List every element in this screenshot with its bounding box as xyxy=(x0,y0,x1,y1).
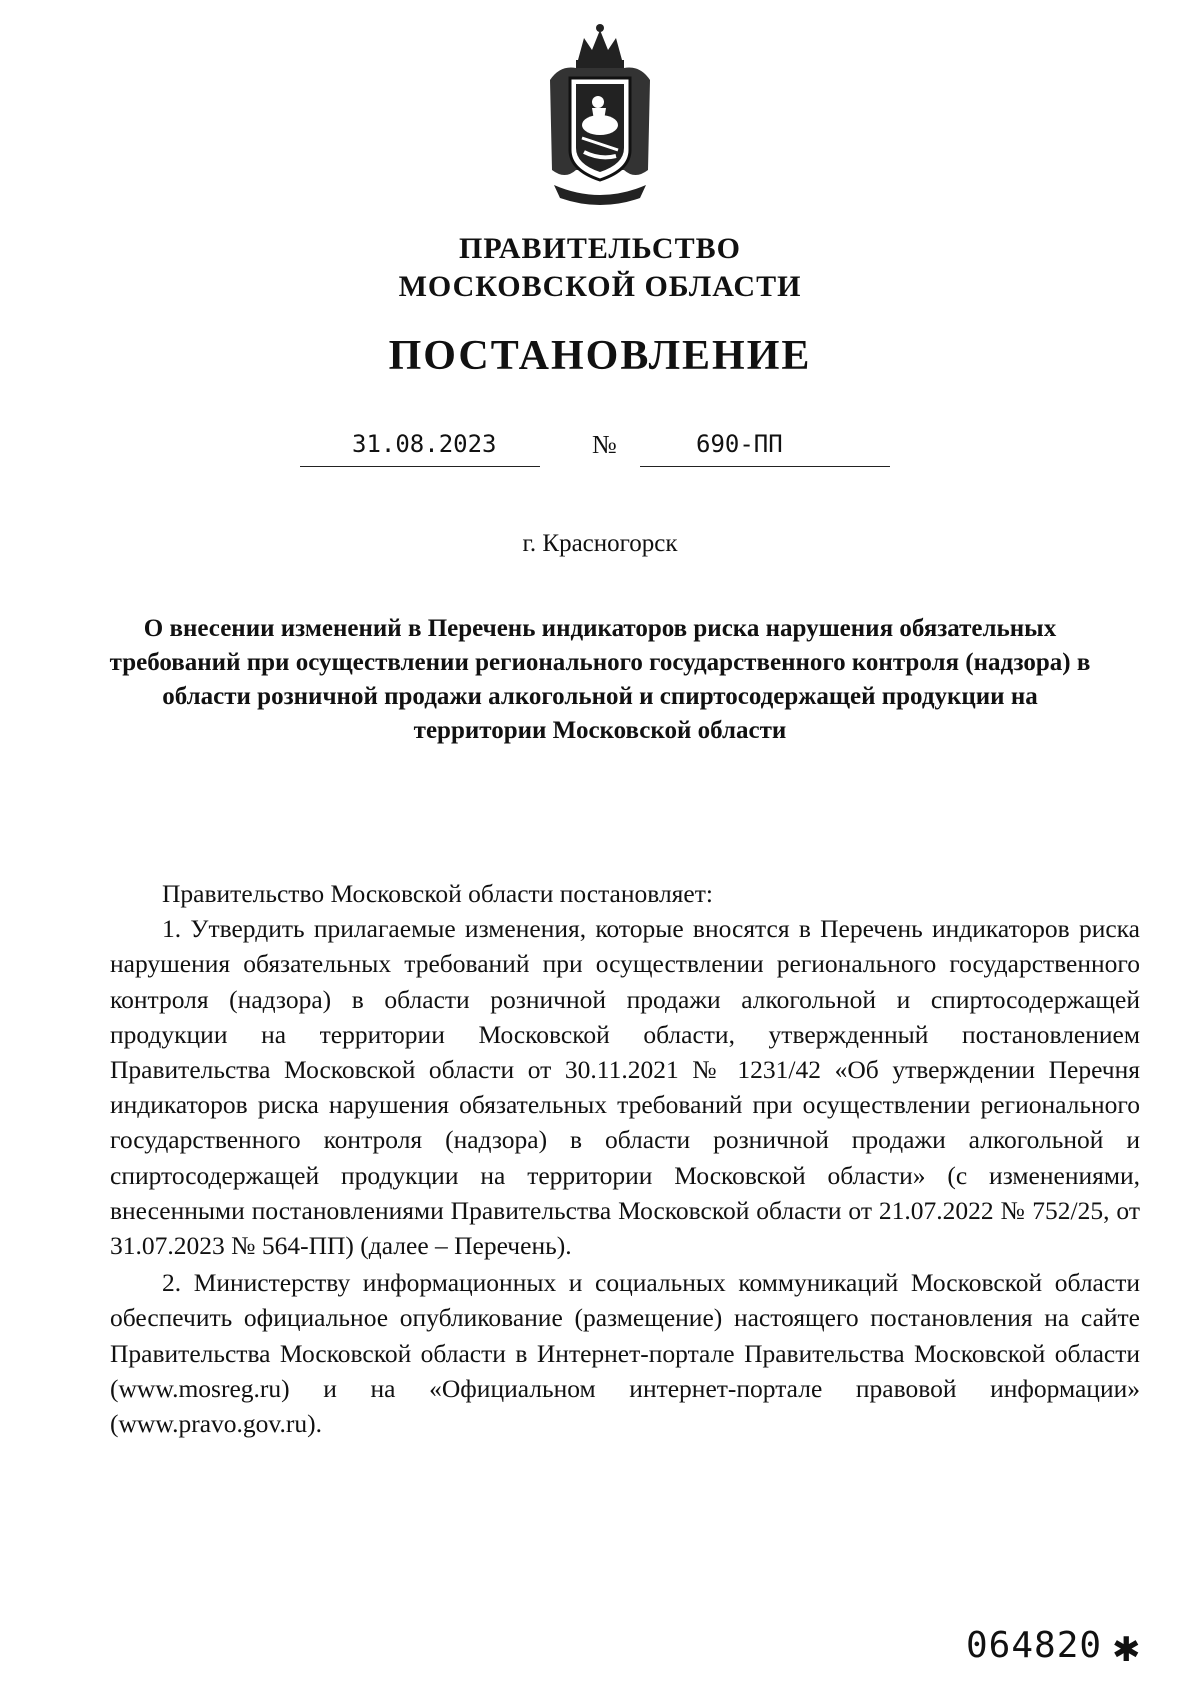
government-name-line1: ПРАВИТЕЛЬСТВО xyxy=(459,232,741,265)
date-field xyxy=(300,430,540,470)
number-sign: № xyxy=(592,430,617,459)
document-type: ПОСТАНОВЛЕНИЕ xyxy=(388,333,812,379)
body-intro: Правительство Московской области постановляет: xyxy=(162,879,713,908)
body-item-1: 1. Утвердить прилагаемые изменения, которые вносятся в Перечень индикаторов риска нарушения обязательных требований при осуществлении регионального государственного контроля (надзора) в области розничной продажи алкогольной и спиртосодержащей продукции на территории Московской области, утвержденный постановлением Правительства Московской области от 30.11.2021 № 1231/42 «Об утверждении Перечня индикаторов риска нарушения обязательных требований при осуществлении регионального государственного контроля (надзора) в области розничной продажи алкогольной и спиртосодержащей продукции на территории Московской области» (с изменениями, внесенными постановлениями Правительства Московской области от 21.07.2022 № 752/25, от 31.07.2023 № 564-ПП) (далее – Перечень). xyxy=(110,914,1140,1261)
date-underline xyxy=(300,466,540,467)
government-name-line2: МОСКОВСКОЙ ОБЛАСТИ xyxy=(398,270,802,303)
document-body xyxy=(110,876,1140,1441)
city: г. Красногорск xyxy=(522,530,678,557)
document-date: 31.08.2023 xyxy=(352,430,497,458)
serial-number: 064820 xyxy=(966,1625,1103,1666)
coat-of-arms-icon xyxy=(540,20,660,210)
asterisk-mark: ✱ xyxy=(1112,1632,1141,1669)
body-item-2: 2. Министерству информационных и социальных коммуникаций Московской области обеспечить официальное опубликование (размещение) настоящего постановления на сайте Правительства Московской области в Интернет-портале Правительства Московской области (www.mosreg.ru) и на «Официальном интернет-портале правовой информации» (www.pravo.gov.ru). xyxy=(110,1268,1140,1439)
number-underline xyxy=(640,466,890,467)
document-subject: О внесении изменений в Перечень индикаторов риска нарушения обязательных требований при осуществлении регионального государственного контроля (надзора) в области розничной продажи алкогольной и спиртосодержащей продукции на территории Московской области xyxy=(109,615,1091,744)
document-number: 690-ПП xyxy=(696,430,783,458)
number-field xyxy=(640,430,890,470)
